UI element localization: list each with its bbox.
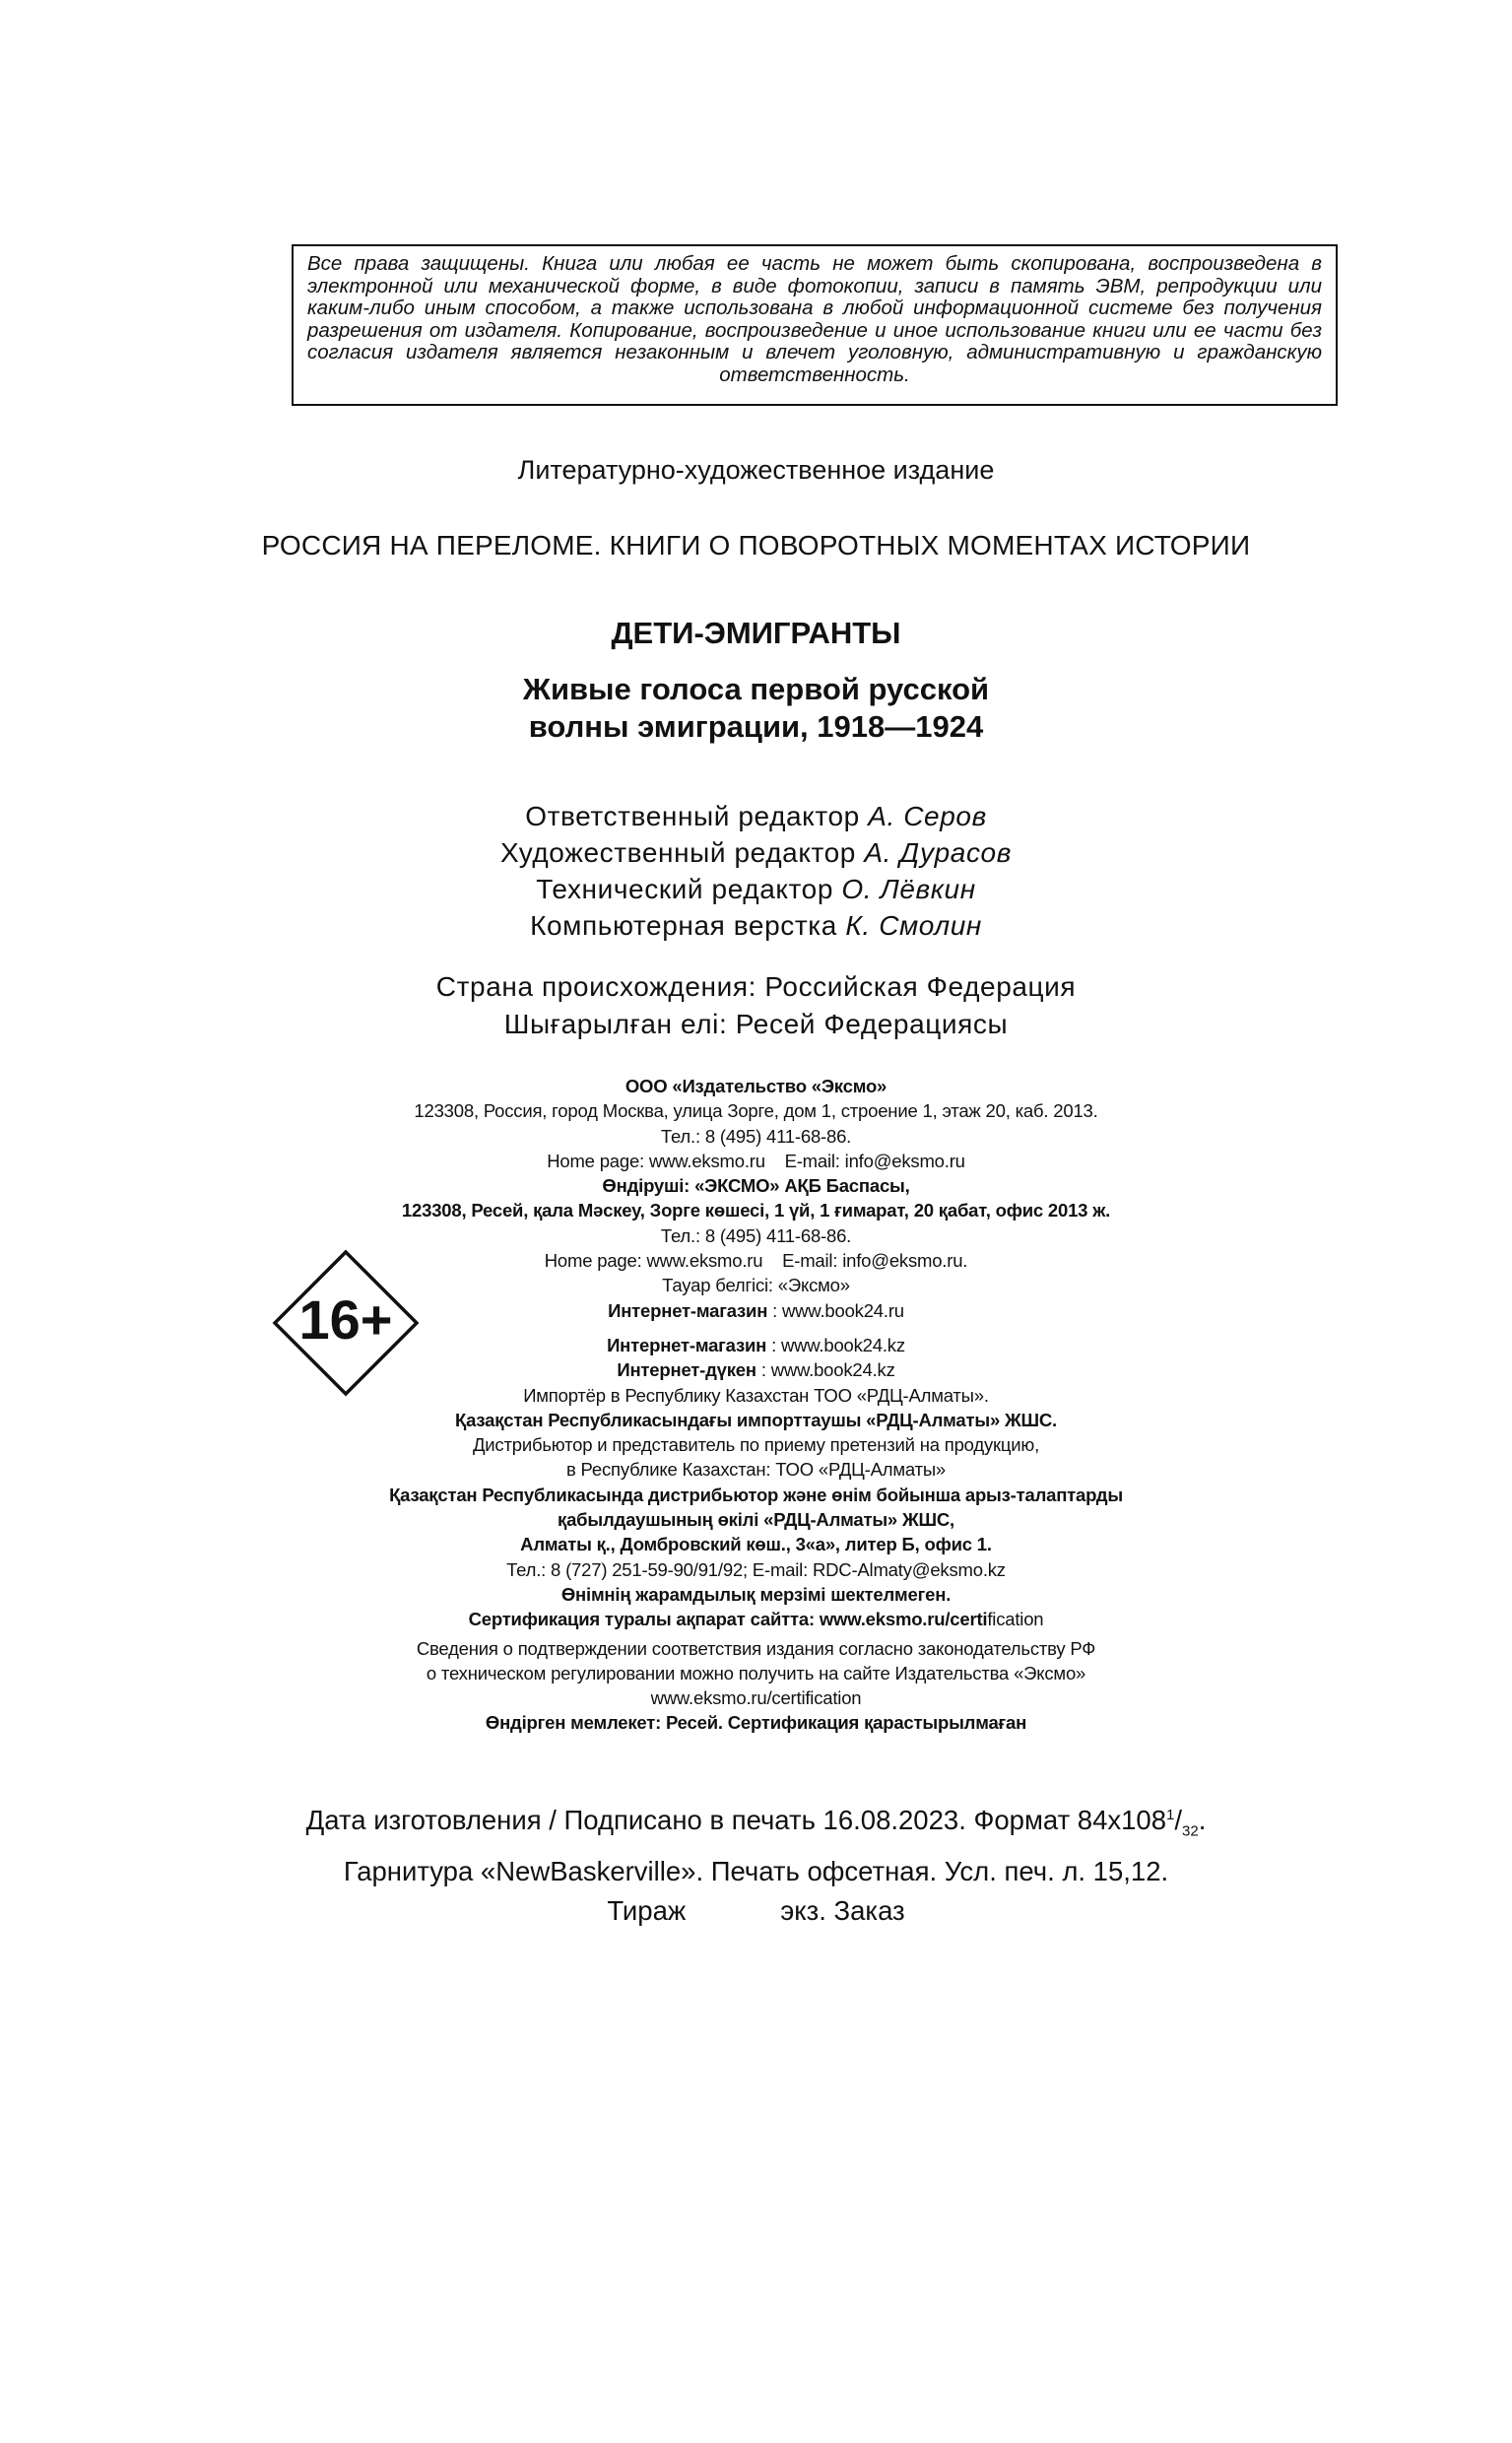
series-title: РОССИЯ НА ПЕРЕЛОМЕ. КНИГИ О ПОВОРОТНЫХ МОМЕНТАХ ИСТОРИИ xyxy=(261,530,1251,561)
credit-line xyxy=(0,798,1512,834)
imprint-shop-kz xyxy=(0,1333,1512,1357)
credit-line xyxy=(0,871,1512,907)
imprint-shop-ru xyxy=(0,1298,1512,1323)
imprint-shop-kz2 xyxy=(0,1357,1512,1382)
imprint-importer-kz: Қазақстан Республикасындағы импорттаушы «РДЦ-Алматы» ЖШС. xyxy=(454,1409,1057,1430)
print-info-line-1 xyxy=(0,1796,1512,1852)
credit-role: Художественный редактор xyxy=(500,837,856,868)
cert-kz-bold: Сертификация туралы ақпарат сайтта: www.eksmo.ru/certi xyxy=(468,1609,988,1630)
imprint-distributor-ru-2: в Республике Казахстан: ТОО «РДЦ-Алматы» xyxy=(565,1459,947,1481)
imprint-distributor-kz-1: Қазақстан Республикасында дистрибьютор және өнім бойынша арыз-талаптарды xyxy=(389,1484,1123,1505)
origin-block xyxy=(0,968,1512,1043)
imprint-cert-kz xyxy=(0,1607,1512,1631)
imprint-block xyxy=(0,1074,1512,1736)
age-rating-text: 16+ xyxy=(298,1288,393,1351)
subtitle-line-1: Живые голоса первой русской xyxy=(522,672,990,706)
credit-role: Ответственный редактор xyxy=(525,801,860,831)
imprint-cert-ru-1: Сведения о подтверждении соответствия издания согласно законодательству РФ xyxy=(416,1637,1096,1659)
imprint-kz-phone: Тел.: 8 (495) 411-68-86. xyxy=(660,1224,852,1246)
credit-person: А. Серов xyxy=(868,801,987,831)
imprint-importer-ru: Импортёр в Республику Казахстан ТОО «РДЦ-Алматы». xyxy=(523,1384,989,1406)
format-slash: / xyxy=(1174,1805,1183,1836)
credits-block xyxy=(0,798,1512,944)
shop-ru-label: Интернет-магазин xyxy=(608,1299,768,1321)
imprint-distributor-kz-2: қабылдаушының өкілі «РДЦ-Алматы» ЖШС, xyxy=(558,1509,954,1531)
book-subtitle xyxy=(0,671,1512,746)
credit-line xyxy=(0,834,1512,871)
imprint-kz-publisher: Өндіруші: «ЭКСМО» АҚБ Баспасы, xyxy=(602,1175,910,1197)
imprint-phone: Тел.: 8 (495) 411-68-86. xyxy=(660,1125,852,1147)
origin-kz: Шығарылған елі: Ресей Федерациясы xyxy=(503,1009,1009,1039)
run-label: Тираж xyxy=(607,1894,687,1926)
subtitle-line-2: волны эмиграции, 1918—1924 xyxy=(528,709,984,744)
print-date-format: Дата изготовления / Подписано в печать 16.08.2023. Формат 84x108 xyxy=(305,1805,1167,1836)
imprint-kz-contacts: Тел.: 8 (727) 251-59-90/91/92; E-mail: RDC-Almaty@eksmo.kz xyxy=(506,1558,1006,1580)
order-label: экз. Заказ xyxy=(780,1894,905,1926)
imprint-address: 123308, Россия, город Москва, улица Зорге, дом 1, строение 1, этаж 20, каб. 2013. xyxy=(414,1100,1098,1122)
imprint-kz-web: Home page: www.eksmo.ru E-mail: info@eksmo.ru. xyxy=(544,1250,968,1272)
print-info-line-2: Гарнитура «NewBaskerville». Печать офсетная. Усл. печ. л. 15,12. xyxy=(343,1855,1169,1886)
imprint-cert-ru-2: о техническом регулировании можно получить на сайте Издательства «Эксмо» xyxy=(426,1662,1086,1684)
rights-notice-text: Все права защищены. Книга или любая ее часть не может быть скопирована, воспроизведена в электронной или механической форме, в виде фотокопии, записи в память ЭВМ, репродукции или каким-либо иным способом, а также использована в любой информационной системе без получения разрешения от издателя. Копирование, воспроизведение и иное использование книги или ее части без согласия издателя является незаконным и влечет уголовную, административную и гражданскую ответственность. xyxy=(307,252,1322,386)
imprint-kz-address: 123308, Ресей, қала Мәскеу, Зорге көшесі, 1 үй, 1 ғимарат, 20 қабат, офис 2013 ж. xyxy=(401,1200,1111,1222)
credit-person: А. Дурасов xyxy=(864,837,1012,868)
imprint-cert-ru-3: www.eksmo.ru/certification xyxy=(650,1687,862,1709)
rights-notice-box xyxy=(292,244,1338,406)
imprint-trademark: Тауар белгісі: «Эксмо» xyxy=(662,1275,850,1296)
shop-kz-label: Интернет-магазин xyxy=(607,1334,767,1355)
imprint-web: Home page: www.eksmo.ru E-mail: info@eksmo.ru xyxy=(547,1150,965,1171)
credit-role: Технический редактор xyxy=(536,874,833,904)
credit-person: О. Лёвкин xyxy=(841,874,976,904)
format-end: . xyxy=(1198,1805,1207,1836)
shop-kz2-label: Интернет-дүкен xyxy=(617,1359,756,1381)
cert-kz-rest: fication xyxy=(987,1609,1044,1630)
imprint-publisher: ООО «Издательство «Эксмо» xyxy=(625,1076,887,1096)
print-info-line-3 xyxy=(0,1891,1512,1931)
shop-kz2-url: : www.book24.kz xyxy=(756,1359,895,1381)
imprint-kz-city-address: Алматы қ., Домбровский көш., 3«а», литер Б, офис 1. xyxy=(520,1534,992,1555)
imprint-made-in: Өндірген мемлекет: Ресей. Сертификация қарастырылмаған xyxy=(485,1712,1027,1734)
print-info-block xyxy=(0,1796,1512,1931)
credit-line xyxy=(0,907,1512,944)
imprint-shelf-life: Өнімнің жарамдылық мерзімі шектелмеген. xyxy=(560,1583,952,1605)
book-title: ДЕТИ-ЭМИГРАНТЫ xyxy=(611,616,901,650)
origin-ru: Страна происхождения: Российская Федерация xyxy=(435,971,1077,1002)
format-sup: 1 xyxy=(1166,1807,1175,1823)
credit-person: К. Смолин xyxy=(845,910,982,941)
shop-ru-url: : www.book24.ru xyxy=(767,1299,904,1321)
shop-kz-url: : www.book24.kz xyxy=(766,1334,905,1355)
credit-role: Компьютерная верстка xyxy=(530,910,837,941)
format-sub: 32 xyxy=(1182,1822,1199,1840)
imprint-distributor-ru-1: Дистрибьютор и представитель по приему претензий на продукцию, xyxy=(472,1434,1040,1456)
genre-label: Литературно-художественное издание xyxy=(517,455,995,485)
